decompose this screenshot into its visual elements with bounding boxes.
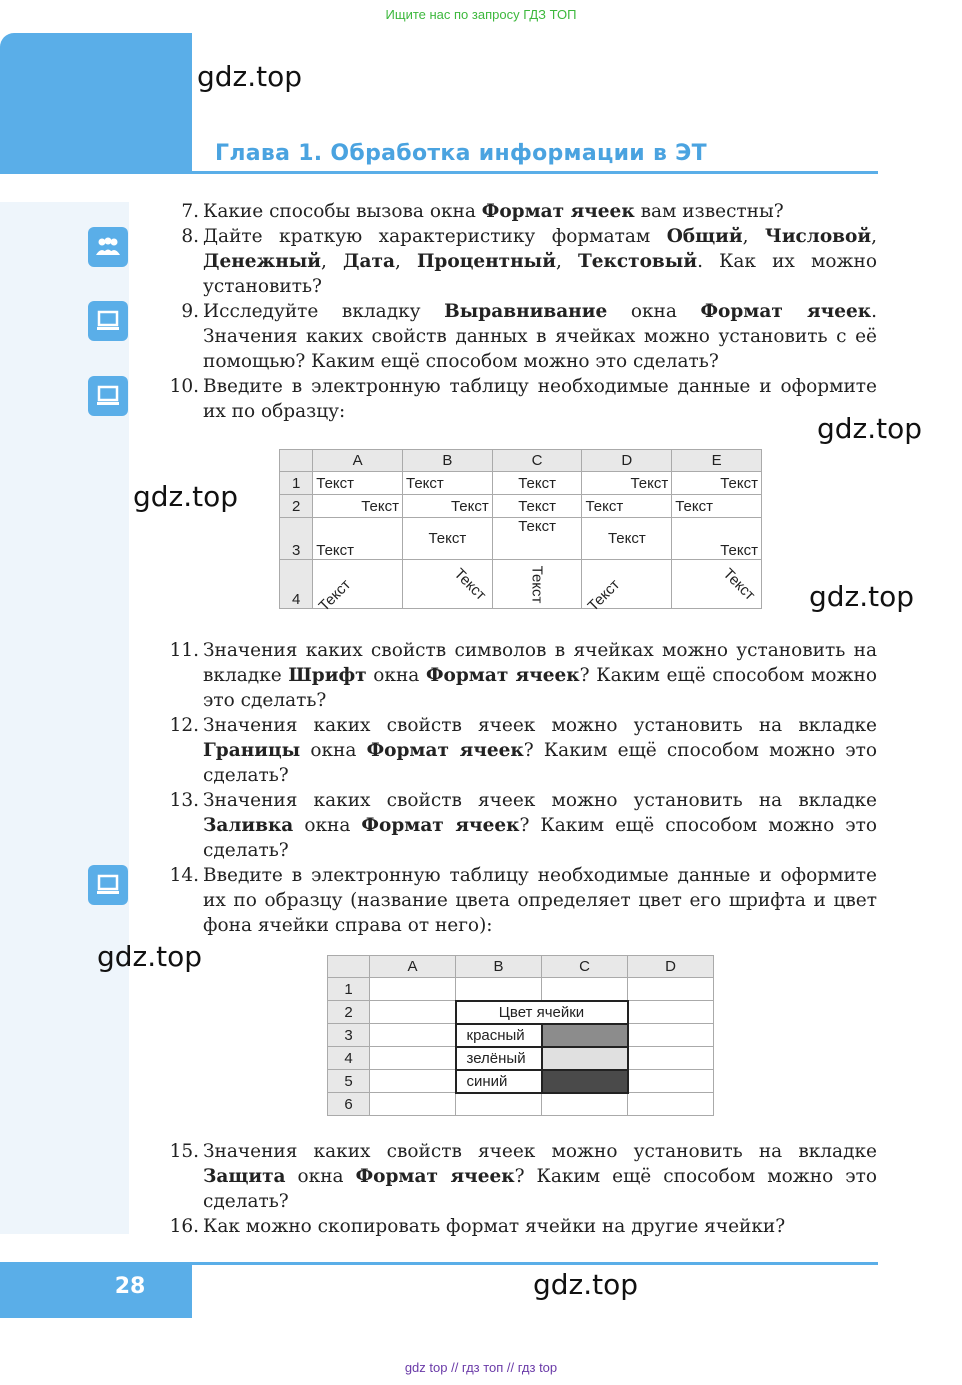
question-9: 9. Исследуйте вкладку Выравнивание окна Формат ячеек. Значения каких свойств данных в ячейках можно установить с её помощью? Каким ещё способом можно это сделать?: [181, 301, 877, 372]
computer-icon: [88, 301, 128, 341]
watermark: gdz.top: [133, 480, 239, 513]
question-13: 13. Значения каких свойств ячеек можно установить на вкладке Заливка окна Формат ячеек? Каким ещё способом можно это сделать?: [169, 790, 877, 861]
question-8: 8. Дайте краткую характеристику форматам Общий, Числовой, Денежный, Дата, Процентный, Текстовый. Как их можно установить?: [181, 226, 878, 297]
page-number: 28: [114, 1274, 146, 1299]
footer-rule: [192, 1262, 878, 1265]
sidebar: [0, 202, 129, 1234]
computer-icon: [88, 865, 128, 905]
watermark: gdz.top: [809, 580, 915, 613]
question-7: 7. Какие способы вызова окна Формат ячеек вам известны?: [181, 201, 784, 222]
top-note: Ищите нас по запросу ГДЗ ТОП: [385, 7, 577, 22]
spreadsheet-sample-1: A B C D E 1 Текст Текст Текст Текст Текст 2 Текст Текст Текст Текст Текст 3 Текст Текст Текст Текст Текст 4 Текст Текст Текст Текст Текст: [279, 449, 762, 609]
spreadsheet-sample-2: A B C D 1 2 Цвет ячейки 3 красный 4 зелёный 5 синий 6: [327, 955, 714, 1116]
question-15: 15. Значения каких свойств ячеек можно установить на вкладке Защита окна Формат ячеек? Каким ещё способом можно это сделать?: [169, 1141, 877, 1212]
watermark: gdz.top: [817, 412, 923, 445]
bottom-note: gdz top // гдз топ // гдз top: [404, 1360, 558, 1375]
watermark: gdz.top: [197, 60, 303, 93]
question-11: 11. Значения каких свойств символов в ячейках можно установить на вкладке Шрифт окна Формат ячеек? Каким ещё способом можно это сделать?: [169, 640, 877, 711]
header-rule: [0, 171, 878, 174]
group-work-icon: [88, 227, 128, 267]
header-band: [0, 33, 192, 173]
watermark: gdz.top: [97, 940, 203, 973]
question-16: 16. Как можно скопировать формат ячейки на другие ячейки?: [169, 1216, 786, 1237]
watermark: gdz.top: [533, 1268, 639, 1301]
computer-icon: [88, 376, 128, 416]
question-12: 12. Значения каких свойств ячеек можно установить на вкладке Границы окна Формат ячеек? Каким ещё способом можно это сделать?: [169, 715, 877, 786]
question-10: 10. Введите в электронную таблицу необходимые данные и оформите их по образцу:: [169, 376, 877, 422]
chapter-title: Глава 1. Обработка информации в ЭТ: [215, 141, 707, 166]
question-14: 14. Введите в электронную таблицу необходимые данные и оформите их по образцу (название цвета определяет цвет его шрифта и цвет фона ячейки справа от него):: [169, 865, 877, 936]
